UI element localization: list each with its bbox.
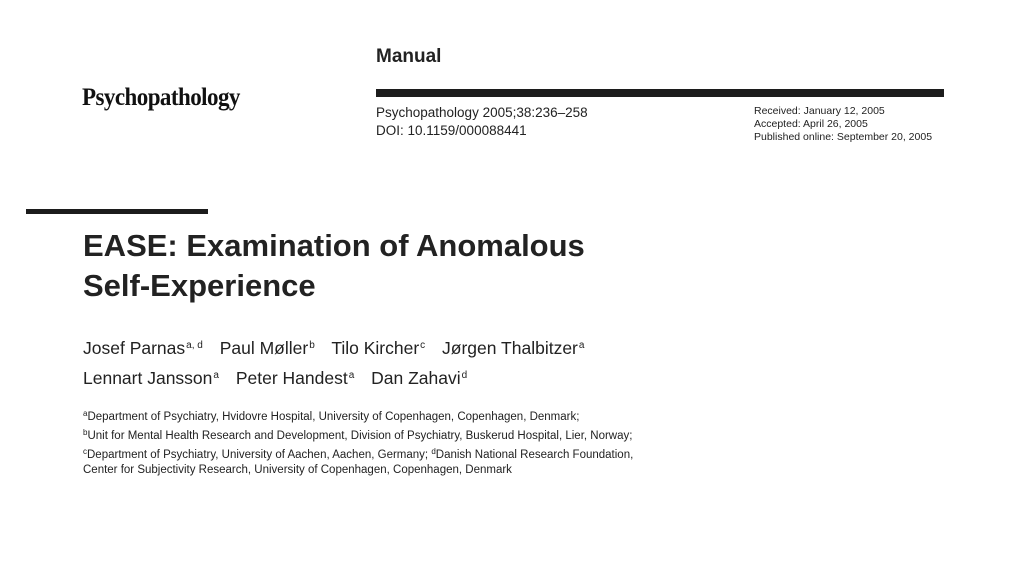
citation-line: Psychopathology 2005;38:236–258: [376, 105, 588, 120]
article-title: [83, 226, 783, 306]
author-name: Lennart Jansson: [83, 368, 213, 388]
affiliation-text: Center for Subjectivity Research, University of Copenhagen, Copenhagen, Denmark: [83, 464, 512, 476]
affiliation-mark: c: [83, 447, 87, 456]
title-rule: [26, 209, 208, 214]
author: [83, 368, 219, 388]
author-name: Dan Zahavi: [371, 368, 461, 388]
affiliation-text: Department of Psychiatry, University of Aachen, Aachen, Germany;: [87, 449, 432, 461]
header-rule: [376, 89, 944, 97]
author-name: Peter Handest: [235, 368, 348, 388]
author-affiliation-mark: a, d: [186, 340, 203, 351]
affiliation-mark: d: [431, 447, 436, 456]
author-affiliation-mark: a: [213, 370, 219, 381]
author-affiliation-mark: a: [348, 370, 355, 381]
title-line-2: Self-Experience: [83, 268, 316, 303]
author: [331, 338, 425, 358]
author-affiliation-mark: d: [461, 370, 468, 381]
title-line-1: EASE: Examination of Anomalous: [83, 228, 585, 263]
accepted-date: Accepted: April 26, 2005: [754, 118, 868, 130]
author-name: Jørgen Thalbitzer: [442, 338, 578, 358]
affiliation-text: Department of Psychiatry, Hvidovre Hospital, University of Copenhagen, Copenhagen, Denmark;: [87, 411, 580, 423]
author-name: Paul Møller: [219, 338, 309, 358]
section-label: Manual: [376, 46, 442, 67]
journal-logo: Psychopathology: [82, 84, 240, 111]
author: [220, 338, 315, 358]
authors-line-2: [83, 368, 479, 389]
author-affiliation-mark: c: [420, 340, 426, 351]
affiliation-text: Danish National Research Foundation,: [435, 449, 634, 461]
author-affiliation-mark: a: [578, 340, 585, 351]
author: [83, 338, 203, 358]
received-date: Received: January 12, 2005: [754, 105, 885, 117]
affiliation-d-continued: [83, 461, 512, 480]
author-affiliation-mark: b: [309, 340, 315, 351]
author-name: Tilo Kircher: [331, 338, 420, 358]
author-name: Josef Parnas: [83, 338, 186, 358]
affiliation-mark: a: [83, 409, 88, 418]
doi-line: DOI: 10.1159/000088441: [376, 123, 527, 138]
author: [442, 338, 584, 358]
authors-line-1: [83, 338, 596, 359]
affiliation-text: Unit for Mental Health Research and Development, Division of Psychiatry, Buskerud Hospital, Lier, Norway;: [87, 430, 633, 442]
affiliation-mark: b: [83, 428, 88, 437]
author: [371, 368, 467, 388]
author: [236, 368, 354, 388]
published-date: Published online: September 20, 2005: [754, 131, 933, 143]
